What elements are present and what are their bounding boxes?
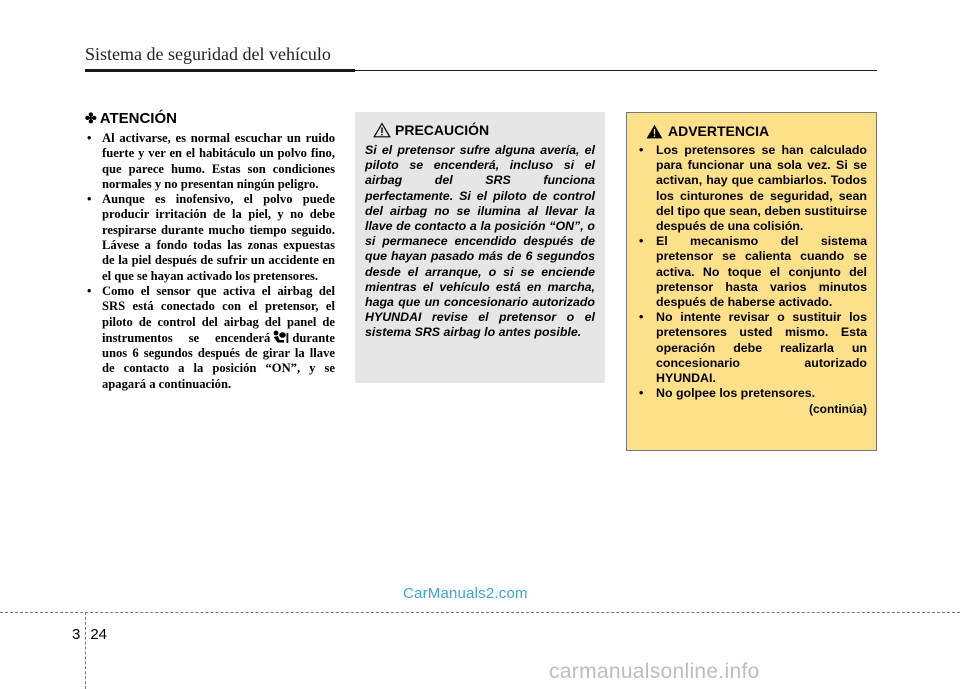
- precaucion-heading: [373, 122, 595, 138]
- footer-vertical-rule: [85, 612, 86, 689]
- precaucion-box: [355, 112, 605, 383]
- advertencia-item: • Los pretensores se han calculado para funcionar una sola vez. Si se activan, hay que cambiarlos. Todos los cinturones de seguridad, sean del tipo que sean, deben sustituirse después de una colisión.: [636, 143, 867, 234]
- page-number: [72, 626, 107, 643]
- header-rule-thick: [85, 69, 355, 72]
- atencion-heading: [85, 110, 335, 127]
- airbag-warning-icon: [272, 330, 290, 345]
- advertencia-item: • El mecanismo del sistema pretensor se calienta cuando se activa. No toque el conjunto del pretensor hasta varios minutos después de haberse activado.: [636, 234, 867, 310]
- precaucion-title: PRECAUCIÓN: [395, 122, 490, 138]
- advertencia-item: • No intente revisar o sustituir los pretensores usted mismo. Esta operación debe realizarla un concesionario autorizado HYUNDAI.: [636, 310, 867, 386]
- advertencia-list: [636, 143, 867, 401]
- advertencia-item: • No golpee los pretensores.: [636, 386, 867, 401]
- site-watermark: carmanualsonline.info: [549, 660, 760, 683]
- atencion-item3-before: Como el sensor que activa el airbag del SRS está conectado con el pretensor, el piloto de control del airbag del panel de instrumentos se encenderá: [102, 283, 335, 345]
- watermark-link[interactable]: CarManuals2.com: [403, 585, 528, 602]
- advertencia-box: [626, 112, 877, 451]
- atencion-section: [85, 110, 335, 392]
- page-header-title: Sistema de seguridad del vehículo: [85, 44, 331, 64]
- footer-rule: [0, 612, 960, 613]
- caution-triangle-icon: [373, 122, 391, 138]
- continued-label: (continúa): [809, 402, 867, 417]
- advertencia-heading: [646, 123, 867, 139]
- star-cross-icon: ✤: [85, 110, 97, 126]
- page-number-value: 24: [90, 626, 108, 643]
- atencion-item3-after: durante unos 6 segundos después de girar la llave de contacto a la posición “ON”, y se apagará a continuación.: [102, 330, 335, 391]
- atencion-item: • Aunque es inofensivo, el polvo puede producir irritación de la piel, y no debe respirarse durante mucho tiempo seguido. Lávese a fondo todas las zonas expuestas de la piel después de sufrir un accidente en el que se hayan activado los pretensores.: [85, 192, 335, 284]
- warning-triangle-icon: [646, 124, 663, 139]
- chapter-number: 3: [72, 626, 81, 643]
- precaucion-text: Si el pretensor sufre alguna avería, el piloto se encenderá, incluso si el airbag del SRS funciona perfectamente. Si el piloto de control del airbag no se ilumina al llevar la llave de contacto a la posición “ON”, o si permanece encendido después de que hayan pasado más de 6 segundos desde el arranque, o si se enciende mientras el vehículo está en marcha, haga que un concesionario autorizado HYUNDAI revise el pretensor o el sistema SRS airbag lo antes posible.: [365, 143, 595, 340]
- atencion-item: • Al activarse, es normal escuchar un ruido fuerte y ver en el habitáculo un polvo fino, que parece humo. Estas son condiciones normales y no presentan ningún peligro.: [85, 131, 335, 192]
- atencion-title: ATENCIÓN: [99, 110, 177, 127]
- atencion-list: [85, 131, 335, 392]
- advertencia-title: ADVERTENCIA: [668, 123, 770, 139]
- atencion-item-airbag: [85, 284, 335, 392]
- header-rule-thin: [355, 70, 877, 71]
